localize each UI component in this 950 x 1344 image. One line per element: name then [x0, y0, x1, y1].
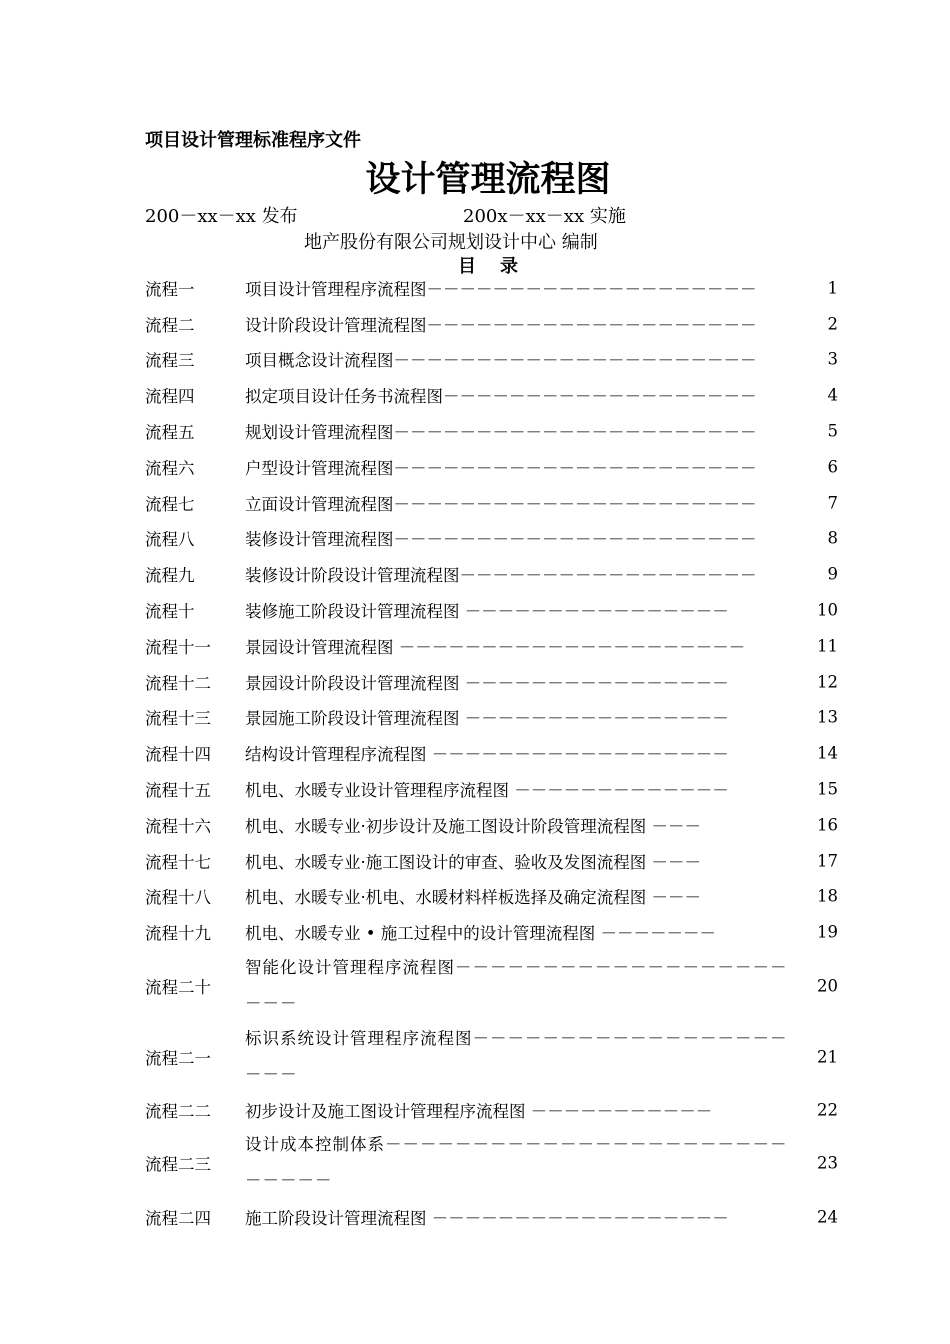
toc-entry[interactable]	[0, 628, 950, 664]
toc-entry-title[interactable]: 规划设计管理流程图－－－－－－－－－－－－－－－－－－－－－－	[245, 423, 757, 443]
toc-entry-title[interactable]: 项目概念设计流程图－－－－－－－－－－－－－－－－－－－－－－	[245, 351, 757, 371]
toc-entry-title[interactable]: 智能化设计管理程序流程图－－－－－－－－－－－－－－－－－－－－－－	[245, 957, 788, 1013]
toc-entry-title[interactable]: 户型设计管理流程图－－－－－－－－－－－－－－－－－－－－－－	[245, 458, 757, 478]
toc-entry-page-number: 9	[827, 564, 838, 584]
toc-entry-label: 流程四	[145, 387, 195, 407]
toc-entry[interactable]	[0, 270, 950, 306]
table-of-contents	[0, 270, 950, 1235]
toc-entry[interactable]	[0, 771, 950, 807]
toc-entry-label: 流程十七	[145, 852, 211, 872]
toc-entry-page-number: 1	[827, 278, 838, 298]
toc-entry-page-number: 24	[817, 1207, 838, 1227]
toc-entry-title[interactable]: 立面设计管理流程图－－－－－－－－－－－－－－－－－－－－－－	[245, 494, 757, 514]
toc-entry-page-number: 16	[817, 815, 838, 835]
toc-entry-label: 流程二二	[145, 1102, 211, 1122]
toc-entry-page-number: 18	[817, 886, 838, 906]
toc-entry-page-number: 10	[817, 600, 838, 620]
toc-entry-page-number: 3	[827, 349, 838, 369]
toc-entry[interactable]	[0, 521, 950, 557]
toc-entry[interactable]	[0, 1021, 950, 1092]
toc-entry-label: 流程七	[145, 494, 195, 514]
toc-entry-title[interactable]: 施工阶段设计管理流程图 －－－－－－－－－－－－－－－－－－	[245, 1208, 729, 1228]
toc-entry-label: 流程十四	[145, 745, 211, 765]
toc-entry-label: 流程八	[145, 530, 195, 550]
toc-entry[interactable]	[0, 556, 950, 592]
toc-entry-label: 流程二	[145, 315, 195, 335]
toc-entry-label: 流程十六	[145, 816, 211, 836]
toc-entry-title[interactable]: 标识系统设计管理程序流程图－－－－－－－－－－－－－－－－－－－－－	[245, 1028, 788, 1084]
toc-entry-label: 流程二十	[145, 977, 211, 997]
toc-entry-label: 流程二一	[145, 1048, 211, 1068]
publish-date: 200－xx－xx 发布	[145, 206, 298, 227]
implement-date: 200x－xx－xx 实施	[463, 206, 626, 227]
toc-entry-label: 流程十一	[145, 637, 211, 657]
toc-entry[interactable]	[0, 1199, 950, 1235]
toc-entry[interactable]	[0, 807, 950, 843]
toc-entry[interactable]	[0, 700, 950, 736]
toc-entry-page-number: 7	[827, 493, 838, 513]
toc-entry-title[interactable]: 景园设计管理流程图 －－－－－－－－－－－－－－－－－－－－－	[245, 637, 746, 657]
toc-entry-page-number: 23	[817, 1153, 838, 1173]
toc-entry-label: 流程二四	[145, 1208, 211, 1228]
toc-entry-title[interactable]: 机电、水暖专业·初步设计及施工图设计阶段管理流程图 －－－	[245, 816, 701, 836]
toc-entry-label: 流程九	[145, 566, 195, 586]
toc-entry-title[interactable]: 初步设计及施工图设计管理程序流程图 －－－－－－－－－－－	[245, 1102, 713, 1122]
toc-entry-title[interactable]: 装修设计阶段设计管理流程图－－－－－－－－－－－－－－－－－－	[245, 566, 757, 586]
toc-entry-page-number: 22	[817, 1100, 838, 1120]
toc-entry-title[interactable]: 装修施工阶段设计管理流程图 －－－－－－－－－－－－－－－－	[245, 602, 729, 622]
toc-entry-label: 流程十	[145, 602, 195, 622]
toc-entry-page-number: 19	[817, 922, 838, 942]
toc-entry-label: 流程十三	[145, 709, 211, 729]
toc-entry[interactable]	[0, 1128, 950, 1199]
toc-entry[interactable]	[0, 735, 950, 771]
toc-entry[interactable]	[0, 843, 950, 879]
toc-entry[interactable]	[0, 485, 950, 521]
toc-entry-label: 流程五	[145, 423, 195, 443]
toc-entry-title[interactable]: 装修设计管理流程图－－－－－－－－－－－－－－－－－－－－－－	[245, 530, 757, 550]
toc-entry-title[interactable]: 机电、水暖专业 • 施工过程中的设计管理流程图 －－－－－－－	[245, 924, 716, 944]
toc-entry[interactable]	[0, 306, 950, 342]
toc-entry-title[interactable]: 拟定项目设计任务书流程图－－－－－－－－－－－－－－－－－－－	[245, 387, 757, 407]
toc-entry[interactable]	[0, 413, 950, 449]
issuer-line: 地产股份有限公司规划设计中心 编制	[304, 232, 598, 253]
toc-entry-title[interactable]: 结构设计管理程序流程图 －－－－－－－－－－－－－－－－－－	[245, 745, 729, 765]
toc-entry-label: 流程二三	[145, 1155, 211, 1175]
toc-entry-page-number: 17	[817, 851, 838, 871]
toc-heading: 目录	[458, 256, 542, 277]
toc-entry[interactable]	[0, 950, 950, 1021]
toc-entry-page-number: 4	[827, 385, 838, 405]
toc-entry-page-number: 11	[817, 636, 838, 656]
toc-entry-title[interactable]: 项目设计管理程序流程图－－－－－－－－－－－－－－－－－－－－	[245, 279, 757, 299]
toc-entry-title[interactable]: 景园施工阶段设计管理流程图 －－－－－－－－－－－－－－－－	[245, 709, 729, 729]
toc-entry-title[interactable]: 设计阶段设计管理流程图－－－－－－－－－－－－－－－－－－－－	[245, 315, 757, 335]
toc-entry[interactable]	[0, 377, 950, 413]
toc-entry-title[interactable]: 机电、水暖专业·机电、水暖材料样板选择及确定流程图 －－－	[245, 888, 701, 908]
toc-entry-label: 流程十八	[145, 888, 211, 908]
toc-entry-label: 流程三	[145, 351, 195, 371]
toc-entry-label: 流程六	[145, 458, 195, 478]
toc-entry-page-number: 6	[827, 457, 838, 477]
toc-entry[interactable]	[0, 449, 950, 485]
toc-entry-title[interactable]: 机电、水暖专业·施工图设计的审查、验收及发图流程图 －－－	[245, 852, 701, 872]
toc-entry-label: 流程一	[145, 279, 195, 299]
toc-entry-label: 流程十二	[145, 673, 211, 693]
toc-entry-label: 流程十九	[145, 924, 211, 944]
toc-entry[interactable]	[0, 879, 950, 915]
toc-entry-page-number: 12	[817, 672, 838, 692]
toc-entry-page-number: 14	[817, 743, 838, 763]
toc-entry-page-number: 5	[827, 421, 838, 441]
toc-entry-page-number: 8	[827, 528, 838, 548]
toc-entry-page-number: 21	[817, 1047, 838, 1067]
toc-entry[interactable]	[0, 664, 950, 700]
toc-entry-title[interactable]: 景园设计阶段设计管理流程图 －－－－－－－－－－－－－－－－	[245, 673, 729, 693]
toc-entry-page-number: 13	[817, 707, 838, 727]
toc-entry[interactable]	[0, 592, 950, 628]
toc-entry-title[interactable]: 设计成本控制体系－－－－－－－－－－－－－－－－－－－－－－－－－－－－	[245, 1135, 788, 1191]
toc-entry-page-number: 20	[817, 976, 838, 996]
toc-entry-page-number: 15	[817, 779, 838, 799]
toc-entry[interactable]	[0, 342, 950, 378]
toc-entry[interactable]	[0, 914, 950, 950]
toc-entry-title[interactable]: 机电、水暖专业设计管理程序流程图 －－－－－－－－－－－－－	[245, 781, 729, 801]
toc-entry-page-number: 2	[827, 314, 838, 334]
series-title: 项目设计管理标准程序文件	[145, 130, 361, 151]
toc-entry[interactable]	[0, 1092, 950, 1128]
toc-entry-label: 流程十五	[145, 781, 211, 801]
document-title: 设计管理流程图	[365, 160, 611, 200]
